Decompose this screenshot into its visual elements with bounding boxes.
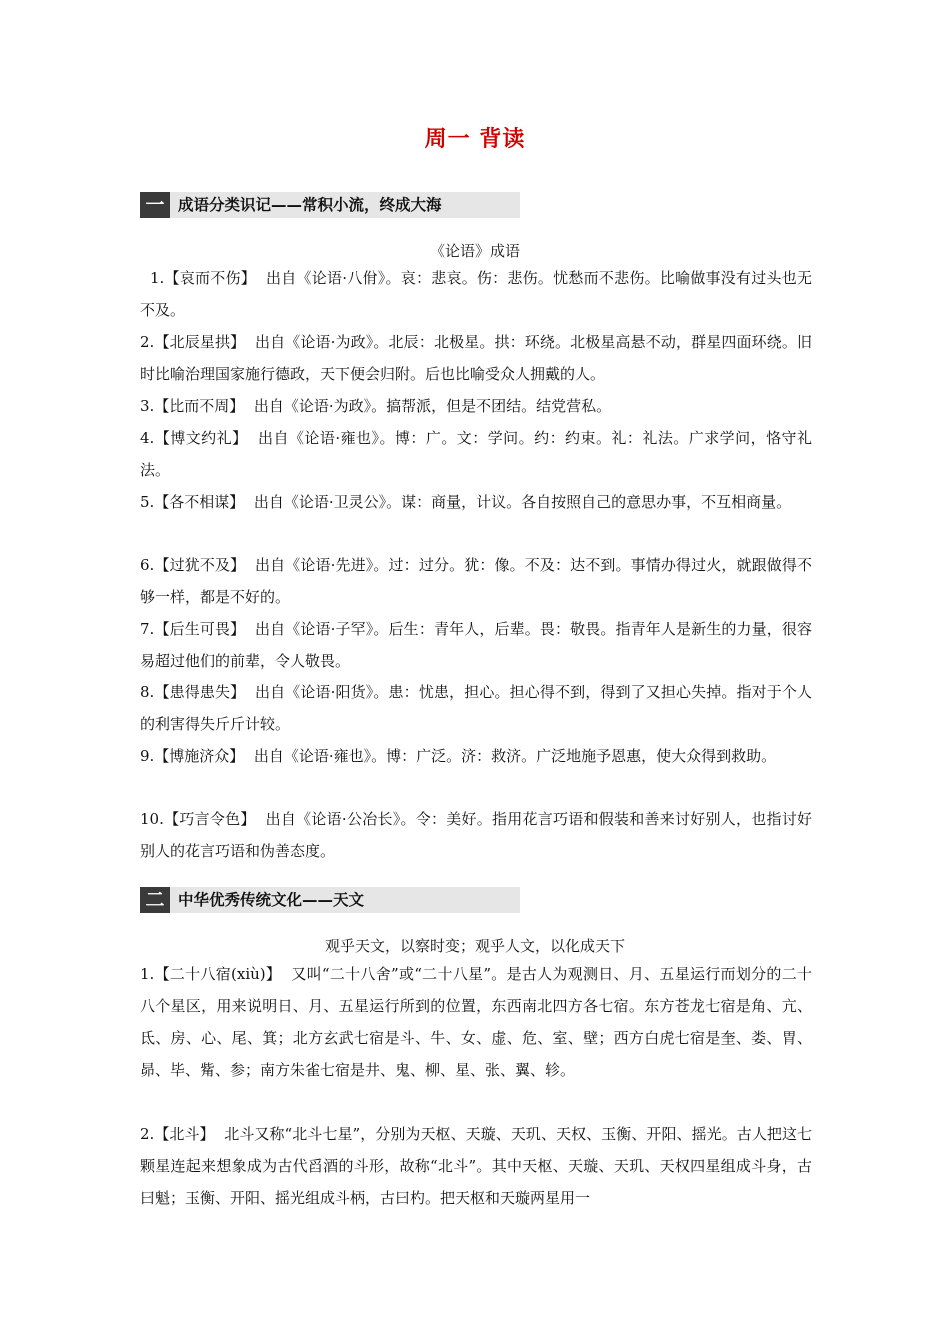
astronomy-entry bbox=[140, 958, 812, 1086]
entry-head: 5.【各不相谋】 bbox=[140, 493, 245, 511]
entry-head: 9.【博施济众】 bbox=[140, 747, 245, 765]
section-header-1 bbox=[140, 192, 520, 218]
entry-text: 出自《论语·雍也》。博：广泛。济：救济。广泛地施予恩惠，使大众得到救助。 bbox=[253, 747, 777, 765]
entry-text: 出自《论语·为政》。北辰：北极星。拱：环绕。北极星高悬不动，群星四面环绕。旧时比喻治理国家施行德政，天下便会归附。后也比喻受众人拥戴的人。 bbox=[140, 333, 813, 383]
page-title: 周一 背读 bbox=[424, 127, 526, 152]
entry-text: 出自《论语·先进》。过：过分。犹：像。不及：达不到。事情办得过火，就跟做得不够一样，都是不好的。 bbox=[140, 556, 813, 606]
section-header-2 bbox=[140, 887, 520, 913]
entry-text: 出自《论语·子罕》。后生：青年人，后辈。畏：敬畏。指青年人是新生的力量，很容易超过他们的前辈，令人敬畏。 bbox=[140, 620, 813, 670]
entry-head: 3.【比而不周】 bbox=[140, 397, 245, 415]
idiom-entry bbox=[140, 390, 812, 422]
entry-text: 出自《论语·雍也》。博：广。文：学问。约：约束。礼：礼法。广求学问，恪守礼法。 bbox=[140, 429, 812, 479]
section-subheading: 观乎天文，以察时变；观乎人文，以化成天下 bbox=[324, 937, 625, 955]
idiom-entry bbox=[140, 326, 812, 390]
entry-head: 10.【巧言令色】 bbox=[140, 810, 256, 828]
idiom-entry bbox=[140, 676, 812, 740]
entry-text: 又叫“二十八舍”或“二十八星”。是古人为观测日、月、五星运行而划分的二十八个星区，用来说明日、月、五星运行所到的位置，东西南北四方各七宿。东方苍龙七宿是角、亢、氐、房、心、尾、箕；北方玄武七宿是斗、牛、女、虚、危、室、壁；西方白虎七宿是奎、娄、胃、昴、毕、觜、参；南方朱雀七宿是井、鬼、柳、星、张、翼、轸。 bbox=[140, 965, 812, 1079]
entry-text: 出自《论语·阳货》。患：忧患，担心。担心得不到，得到了又担心失掉。指对于个人的利害得失斤斤计较。 bbox=[140, 683, 813, 733]
section-subheading: 《论语》成语 bbox=[429, 242, 520, 260]
entry-text: 出自《论语·卫灵公》。谋：商量，计议。各自按照自己的意思办事，不互相商量。 bbox=[253, 493, 792, 511]
idiom-entry bbox=[140, 422, 812, 486]
entry-head: 6.【过犹不及】 bbox=[140, 556, 246, 574]
section-title: 中华优秀传统文化——天文 bbox=[178, 891, 365, 909]
entry-head: 8.【患得患失】 bbox=[140, 683, 246, 701]
idiom-entry bbox=[140, 803, 812, 867]
entry-head: 1.【哀而不伤】 bbox=[150, 269, 257, 287]
astronomy-entry bbox=[140, 1118, 812, 1214]
section-number: 一 bbox=[140, 192, 170, 218]
entry-head: 2.【北辰星拱】 bbox=[140, 333, 246, 351]
idiom-entry bbox=[140, 262, 812, 326]
idiom-entry bbox=[140, 486, 812, 518]
entry-text: 出自《论语·公冶长》。令：美好。指用花言巧语和假装和善来讨好别人，也指讨好别人的花言巧语和伪善态度。 bbox=[140, 810, 812, 860]
entry-head: 2.【北斗】 bbox=[140, 1125, 215, 1143]
idiom-entry bbox=[140, 740, 812, 772]
entry-head: 7.【后生可畏】 bbox=[140, 620, 246, 638]
idiom-entry bbox=[140, 613, 812, 677]
idiom-entry bbox=[140, 549, 812, 613]
entry-head: 4.【博文约礼】 bbox=[140, 429, 248, 447]
entry-head: 1.【二十八宿(xiù)】 bbox=[140, 965, 282, 983]
entry-text: 出自《论语·八佾》。哀：悲哀。伤：悲伤。忧愁而不悲伤。比喻做事没有过头也无不及。 bbox=[140, 269, 813, 319]
section-number: 二 bbox=[140, 887, 170, 913]
section-title: 成语分类识记——常积小流，终成大海 bbox=[178, 196, 442, 214]
entry-text: 出自《论语·为政》。搞帮派，但是不团结。结党营私。 bbox=[253, 397, 612, 415]
entry-text: 北斗又称“北斗七星”，分别为天枢、天璇、天玑、天权、玉衡、开阳、摇光。古人把这七颗星连起来想象成为古代舀酒的斗形，故称“北斗”。其中天枢、天璇、天玑、天权四星组成斗身，古曰魁；玉衡、开阳、摇光组成斗柄，古曰杓。把天枢和天璇两星用一 bbox=[140, 1125, 813, 1207]
